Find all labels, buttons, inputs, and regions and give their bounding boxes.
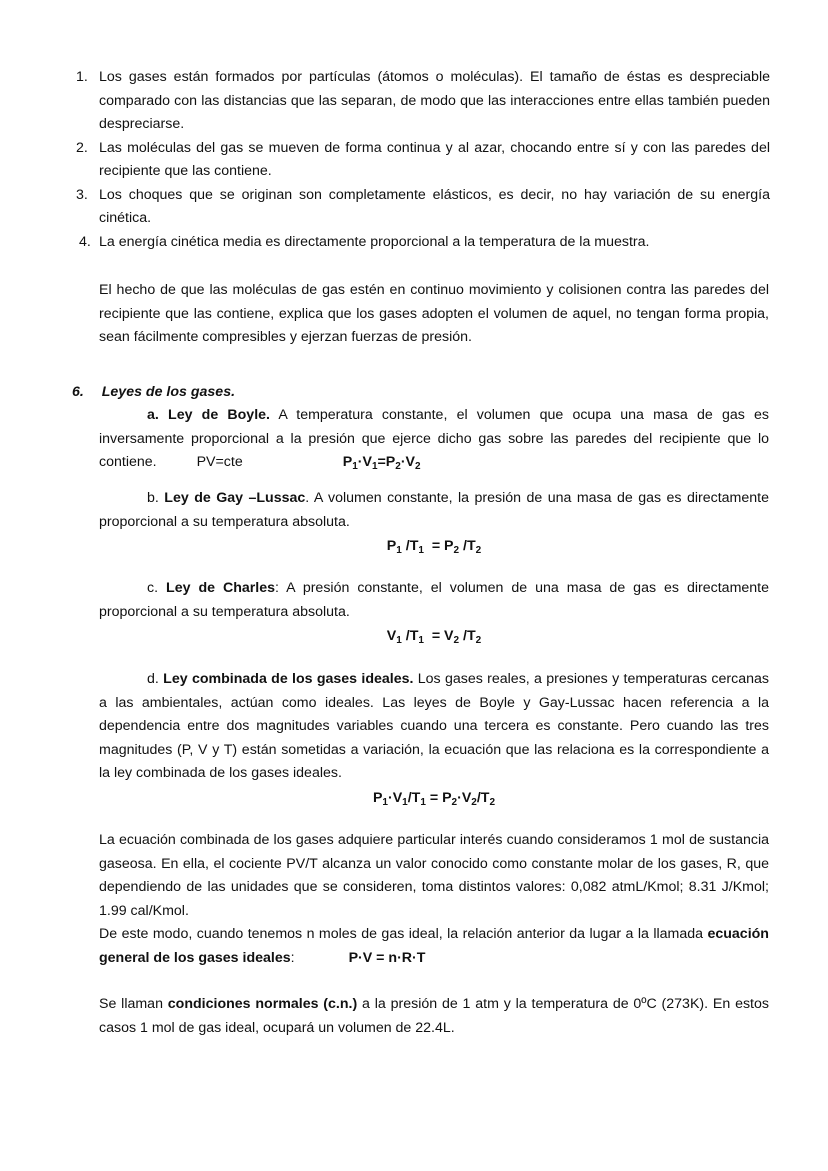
combined-law-name: Ley combinada de los gases ideales. [163, 671, 414, 687]
boyle-letter: a. [147, 407, 159, 423]
list-number: 4. [79, 233, 91, 250]
kinetic-theory-list [72, 66, 770, 254]
combined-formula: $P_1\cdot V_1/T_1 = P_2\cdot V_2/T_2$ [372, 790, 496, 808]
normal-conditions-term: condiciones normales (c.n.) [167, 996, 358, 1012]
molar-constant-paragraph: La ecuación combinada de los gases adquiere particular interés cuando consideramos 1 mol de sustancia gaseosa. En ella, el cociente PV/T alcanza un valor conocido como constante molar de los gases, R, que dependiendo de las unidades que se consideren, toma distintos valores: 0,082 atmL/Kmol; 8.31 J/Kmol; 1.99 cal/Kmol. [99, 832, 769, 919]
list-number: 3. [76, 186, 88, 203]
general-equation-paragraph: De este modo, cuando tenemos n moles de gas ideal, la relación anterior da lugar a la llamada ecuación general de los gases ideales: P·V = n·R·T [99, 926, 769, 966]
gay-lussac-letter: b. [147, 490, 159, 506]
charles-formula: $V_1$ $/T_1 = V_2$ $/T_2$ [386, 628, 482, 646]
normal-conditions-paragraph: Se llaman condiciones normales (c.n.) a la presión de 1 atm y la temperatura de 0ºC (273K). En estos casos 1 mol de gas ideal, ocupará un volumen de 22.4L. [99, 996, 769, 1036]
combined-law-text: Los gases reales, a presiones y temperaturas cercanas a las ambientales, actúan como ideales. Las leyes de Boyle y Gay-Lussac hacen referencia a la dependencia entre dos magnitudes variables cuando una tercera es constante. Pero cuando las tres magnitudes (P, V y T) están sometidas a variación, la ecuación que las relaciona es la correspondiente a la ley combinada de los gases ideales. [99, 671, 769, 781]
section-heading [72, 381, 235, 405]
list-item [72, 137, 770, 184]
list-item [72, 231, 770, 255]
general-equation-text: De este modo, cuando tenemos n moles de gas ideal, la relación anterior da lugar a la llamada [99, 926, 704, 942]
gay-lussac-law-name: Ley de Gay –Lussac [164, 490, 306, 506]
charles-law-text: : A presión constante, el volumen de una masa de gas es directamente proporcional a su temperatura absoluta. [99, 580, 769, 620]
boyle-law-text: A temperatura constante, el volumen que ocupa una masa de gas es inversamente proporcional a la presión que ejerce dicho gas sobre las paredes del recipiente que lo contiene. [99, 407, 769, 470]
boyle-law-paragraph [99, 404, 769, 475]
section-number: 6. [72, 384, 84, 400]
list-text: La energía cinética media es directamente proporcional a la temperatura de la muestra. [99, 233, 650, 250]
boyle-short-formula: PV=cte [196, 454, 243, 470]
list-number: 2. [76, 139, 88, 156]
combined-law-paragraph [99, 668, 769, 786]
general-equation-formula: P·V = n·R·T [348, 949, 426, 966]
section-title: Leyes de los gases. [101, 384, 236, 400]
list-item [72, 184, 770, 231]
charles-letter: c. [147, 580, 159, 596]
gay-lussac-formula: $P_1$ $/T_1 = P_2$ $/T_2$ [386, 538, 482, 556]
list-text: Los choques que se originan son completamente elásticos, es decir, no hay variación de su energía cinética. [99, 186, 770, 226]
list-item [72, 66, 770, 137]
gay-lussac-law-paragraph [99, 487, 769, 534]
general-equation-label: ecuación general de los gases ideales [99, 926, 769, 966]
charles-law-paragraph [99, 577, 769, 624]
boyle-formula: $P_1\cdot V_1=P_2\cdot V_2$ [342, 454, 421, 472]
list-text: Las moléculas del gas se mueven de forma continua y al azar, chocando entre sí y con las paredes del recipiente que las contiene. [99, 139, 770, 179]
explanation-paragraph: El hecho de que las moléculas de gas estén en continuo movimiento y colisionen contra las paredes del recipiente que las contiene, explica que los gases adopten el volumen de aquel, no tengan forma propia, sean fácilmente compresibles y ejerzan fuerzas de presión. [99, 282, 769, 345]
boyle-law-name: Ley de Boyle. [168, 407, 270, 423]
charles-law-name: Ley de Charles [166, 580, 276, 596]
list-text: Los gases están formados por partículas (átomos o moléculas). El tamaño de éstas es despreciable comparado con las distancias que las separan, de modo que las interacciones entre ellas también pueden despreciarse. [99, 69, 770, 132]
list-number: 1. [76, 69, 88, 85]
combined-letter: d. [147, 671, 159, 687]
gay-lussac-law-text: . A volumen constante, la presión de una masa de gas es directamente proporcional a su temperatura absoluta. [99, 490, 769, 530]
